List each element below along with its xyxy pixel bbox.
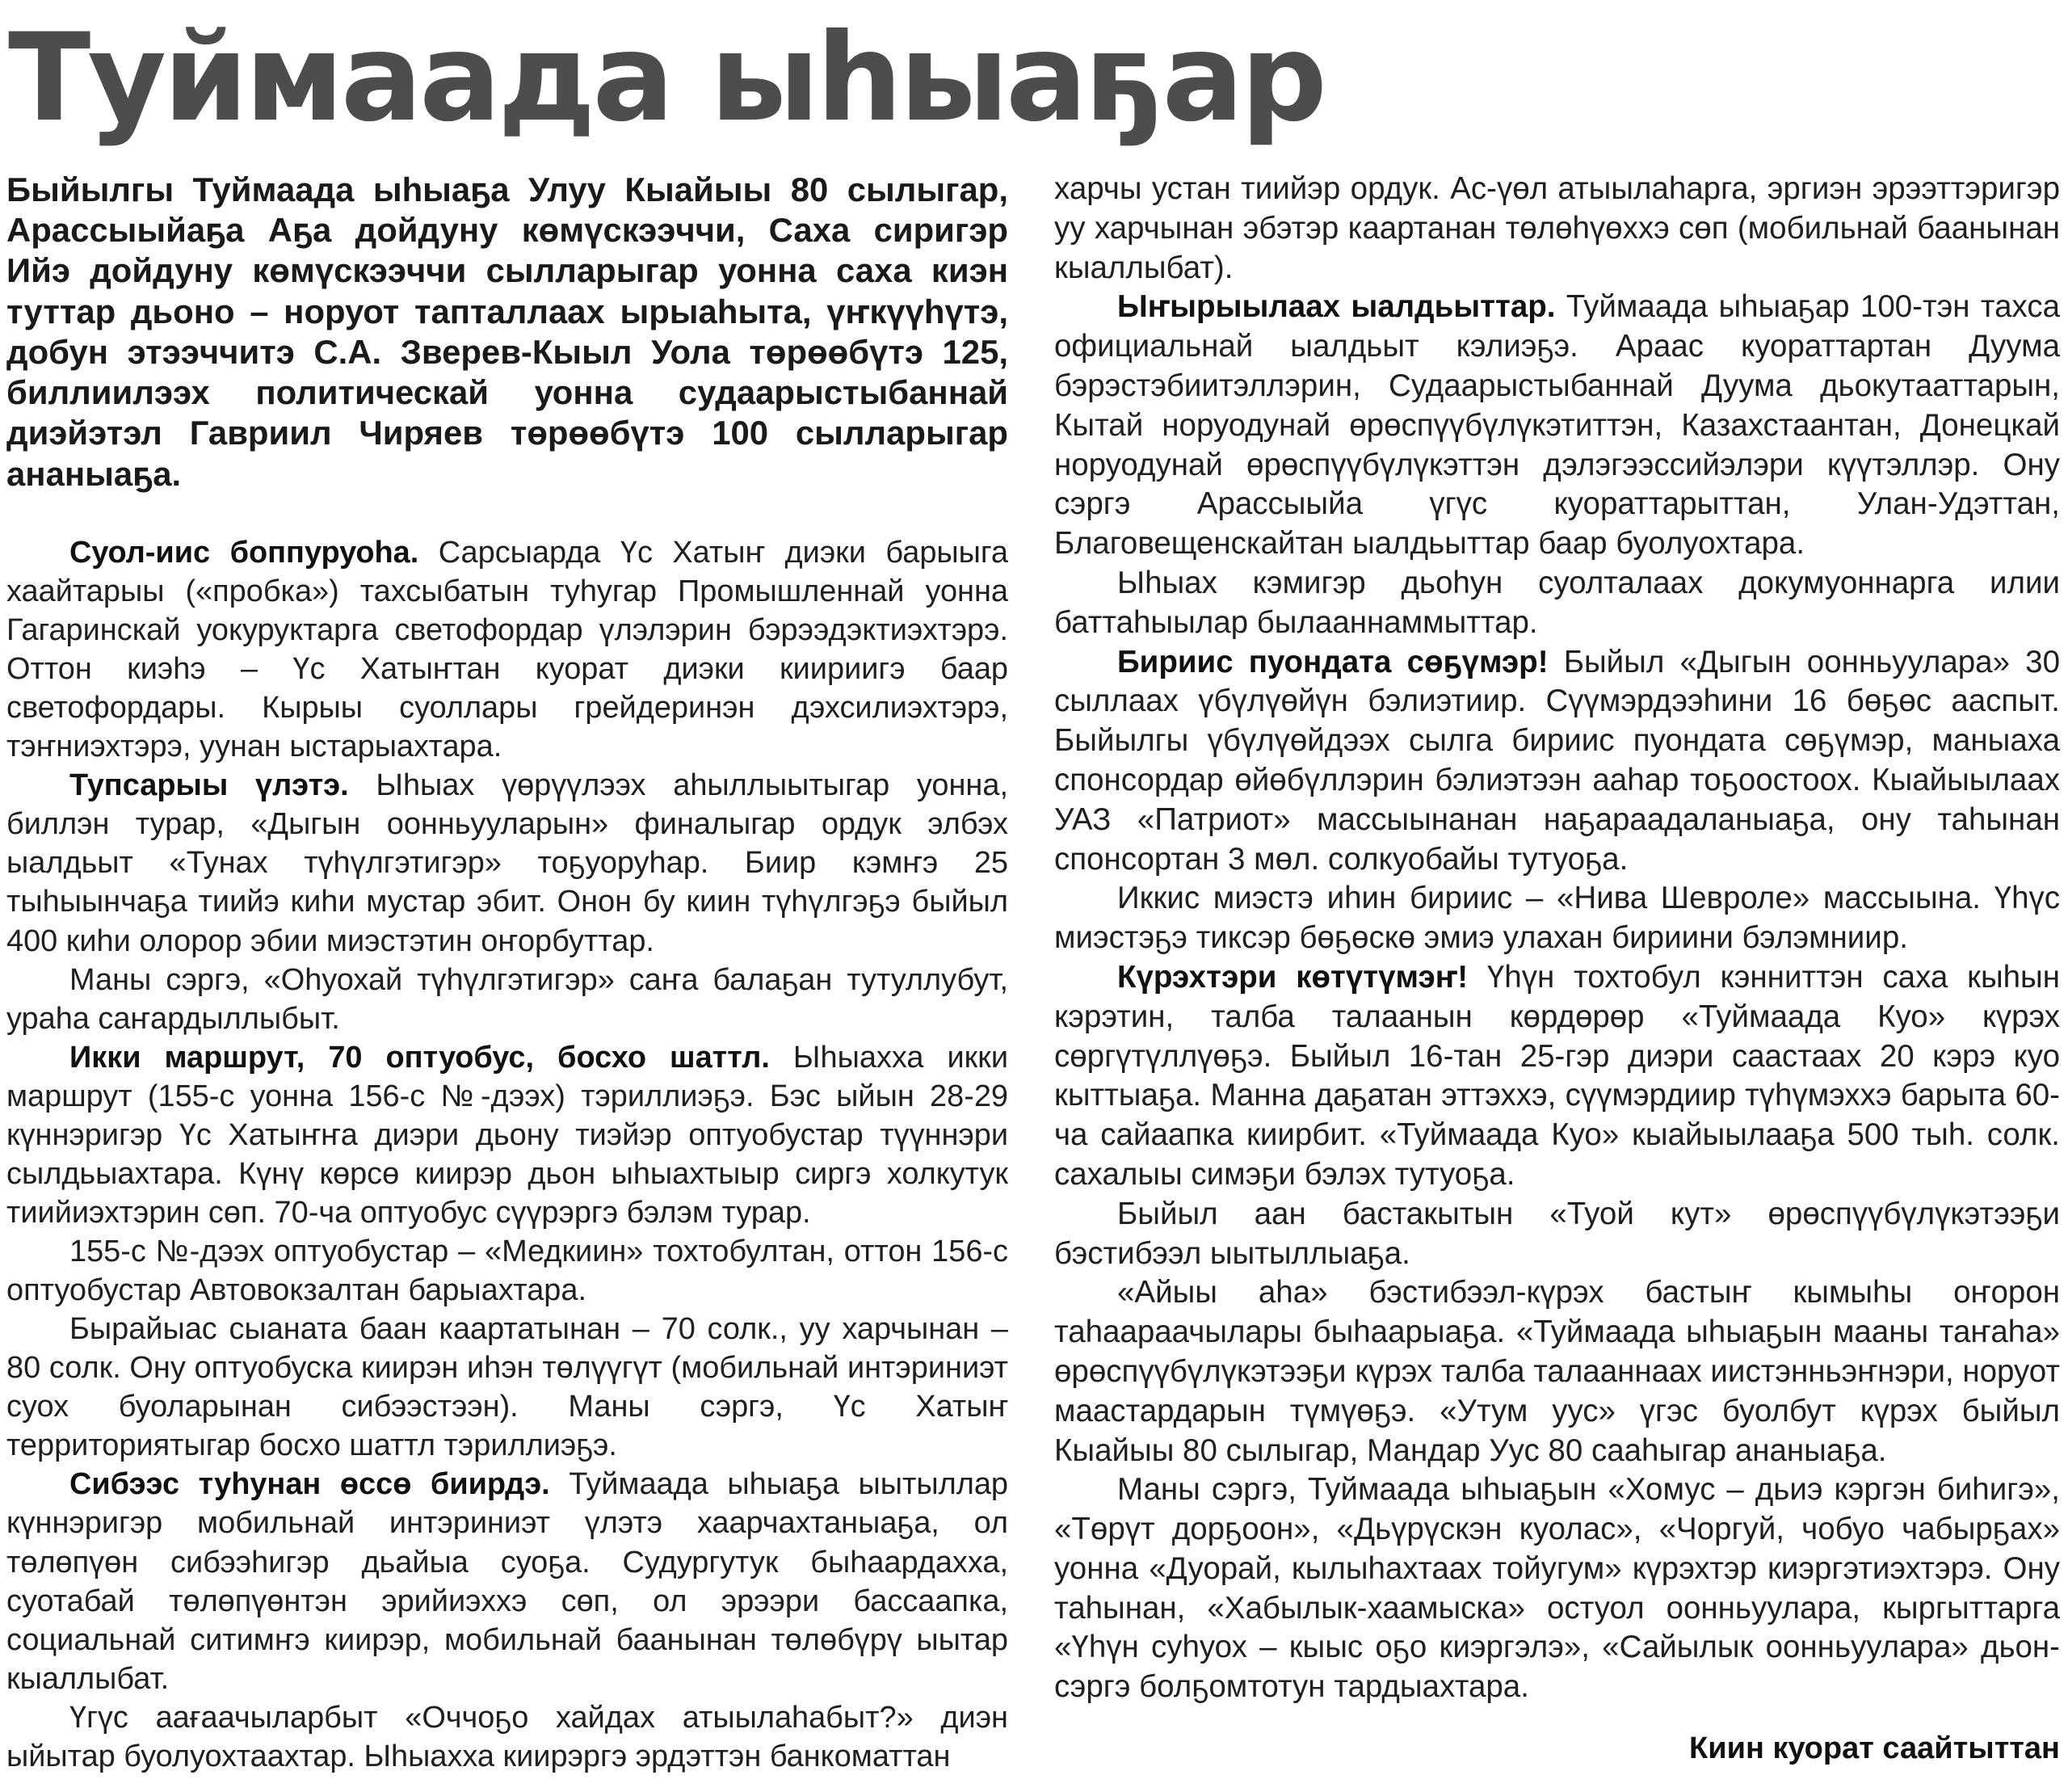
body-paragraph [6,533,1008,766]
left-column-body [6,533,1008,1776]
body-paragraph [1054,1273,2060,1470]
paragraph-text: Туймаада ыһыаҕар 100-тэн тахса официальнай ыалдьыт кэлиэҕэ. Араас куораттартан Дуума бэрэстэбиитэллэрин, Судаарыстыбаннай Дуума дьокутааттарын, Кытай норуодунай өрөспүүбүлүкэтиттэн, Казахстаантан, Донецкай норуодунай өрөспүүбүлүкэттэн дэлэгээссийэлэри күүтэллэр. Ону сэргэ Арассыыйа үгүс куораттарыттан, Улан-Удэттан, Благовещенскайтан ыалдьыттар баар буолуохтара. [1054,289,2060,562]
body-paragraph [1054,643,2060,880]
body-paragraph [6,961,1008,1038]
body-paragraph [1054,1470,2060,1707]
paragraph-text: Ыһыах үөрүүлээх аһыллыытыгар уонна, биллэн турар, «Дыгын оонньууларын» финалыгар ордук элбэх ыалдьыт «Тунах түһүлгэтигэр» тоҕуоруһар. Биир кэмҥэ 25 тыһыынчаҕа тиийэ киһи мустар эбит. Онон бу киин түһүлгэҕэ быйыл 400 киһи олорор эбии миэстэтин оҥорбуттар. [6,768,1008,958]
paragraph-subhead: Күрэхтэри көтүтүмэҥ! [1117,959,1469,995]
paragraph-text: 155-с №-дээх оптуобустар – «Медкиин» тохтобултан, оттон 156-с оптуобустар Автовокзалтан барыахтара. [6,1235,1008,1308]
body-paragraph [6,1465,1008,1697]
paragraph-text: Быйыл «Дыгын оонньуулара» 30 сыллаах үбүлүөйүн бэлиэтиир. Сүүмэрдээһини 16 бөҕөс ааспыт. Быйылгы үбүлүөйдээх сылга бириис пуондата сөҕүмэр, маныаха спонсордар өйөбүллэрин бэлиэтээн ааһар тоҕоостоох. Кыайыылаах УАЗ «Патриот» массыынанан наҕараадаланыаҕа, ону таһынан спонсортан 3 мөл. солкуобайы тутуоҕа. [1054,644,2060,877]
paragraph-subhead: Бириис пуондата сөҕүмэр! [1117,644,1549,679]
lead-paragraph: Быйылгы Туймаада ыһыаҕа Улуу Кыайыы 80 сылыгар, Арассыыйаҕа Аҕа дойдуну көмүскээччи, Саха сиригэр Ийэ дойдуну көмүскээччи сылларыгар уонна саха киэн туттар дьоно – норуот тапталлаах ырыаһыта, үҥкүүһүтэ, добун этээччитэ С.А. Зверев-Кыыл Уола төрөөбүтэ 125, биллиилээх политическай уонна судаарыстыбаннай диэйэтэл Гавриил Чиряев төрөөбүтэ 100 сылларыгар ананыаҕа. [6,170,1008,493]
headline: Туймаада ыһыаҕар [8,8,1325,149]
paragraph-text: Сарсыарда Үс Хатыҥ диэки барыыга хаайтарыы («пробка») тахсыбатын туһугар Промышленнай уонна Гагаринскай уокуруктарга светофордар үлэлэрин бэрээдэктиэхтэрэ. Оттон киэһэ – Үс Хатыҥтан куорат диэки киириигэ баар светофордары. Кырыы суоллары грейдеринэн дэхсилиэхтэрэ, тэҥниэхтэрэ, уунан ыстарыахтара. [6,535,1008,764]
paragraph-text: Быйыл аан бастакытын «Туой кут» өрөспүүбүлүкэтээҕи бэстибээл ыытыллыаҕа. [1054,1196,2060,1271]
body-paragraph [1054,958,2060,1195]
paragraph-subhead: Тупсарыы үлэтэ. [69,768,349,803]
right-column [1054,170,2060,1707]
body-paragraph [1054,1195,2060,1274]
paragraph-subhead: Икки маршрут, 70 оптуобус, босхо шаттл. [69,1040,770,1075]
body-paragraph [6,766,1008,960]
paragraph-text: Иккис миэстэ иһин бириис – «Нива Шевроле» массыына. Үһүс миэстэҕэ тиксэр бөҕөскө эмиэ улахан бириини бэлэмниир. [1054,881,2060,956]
paragraph-text: Маны сэргэ, «Оһуохай түһүлгэтигэр» саҥа балаҕан тутуллубут, ураһа саҥардыллыбыт. [6,962,1008,1036]
paragraph-text: «Айыы аһа» бэстибээл-күрэх бастыҥ кымыһы оҥорон таһаараачылары быһаарыаҕа. «Туймаада ыһыаҕын мааны таҥаһа» өрөспүүбүлүкэтээҕи күрэх талба талааннаах иистэнньэҥнэри, норуот маастардарын түмүөҕэ. «Утум уус» үгэс буолбут күрэх быйыл Кыайыы 80 сылыгар, Мандар Уус 80 сааһыгар ананыаҕа. [1054,1275,2060,1468]
body-paragraph [1054,564,2060,643]
paragraph-text: Бырайыас сыаната баан каартатынан – 70 солк., уу харчынан – 80 солк. Ону оптуобуска киирэн иһэн төлүүгүт (мобильнай интэриниэт суох буоларынан сибээстээн). Маны сэргэ, Үс Хатыҥ территориятыгар босхо шаттл тэриллиэҕэ. [6,1312,1008,1463]
body-paragraph [6,1698,1008,1776]
lead-spacer [6,494,1008,533]
paragraph-text: Ыһыах кэмигэр дьоһун суолталаах докумуоннарга илии баттаһыылар былааннаммыттар. [1054,565,2060,640]
byline: Киин куорат саайтыттан [1689,1731,2060,1765]
paragraph-text: харчы устан тиийэр ордук. Ас-үөл атыылаһарга, эргиэн эрээттэригэр уу харчынан эбэтэр каартанан төлөһүөххэ сөп (мобильнай баанынан кыаллыбат). [1054,171,2060,285]
paragraph-subhead: Сибээс туһунан өссө биирдэ. [69,1467,550,1502]
paragraph-text: Ыһыахха икки маршрут (155-с уонна 156-с №-дээх) тэриллиэҕэ. Бэс ыйын 28-29 күннэригэр Үс Хатыҥҥа диэри дьону тиэйэр оптуобустар түүннэри сылдьыахтара. Күнү көрсө киирэр дьон ыһыахтыыр сиргэ холкутук тиийиэхтэрин сөп. 70-ча оптуобус сүүрэргэ бэлэм турар. [6,1040,1008,1230]
left-column [6,170,1008,1776]
body-paragraph [1054,170,2060,288]
body-paragraph [6,1038,1008,1232]
body-paragraph [1054,879,2060,958]
paragraph-text: Үгүс аағаачыларбыт «Оччоҕо хайдах атыылаһабыт?» диэн ыйытар буолуохтаахтар. Ыһыахха киирэргэ эрдэттэн банкоматтан [6,1700,1008,1773]
right-column-body [1054,170,2060,1707]
paragraph-text: Үһүн тохтобул кэнниттэн саха кыһын кэрэтин, талба талаанын көрдөрөр «Туймаада Куо» күрэх сөргүтүллүөҕэ. Быйыл 16-тан 25-гэр диэри саастаах 20 кэрэ куо кыттыаҕа. Манна даҕатан эттэххэ, сүүмэрдиир түһүмэххэ барыта 60-ча сайаапка киирбит. «Туймаада Куо» кыайыылааҕа 500 тыһ. солк. сахалыы симэҕи бэлэх тутуоҕа. [1054,959,2060,1192]
body-paragraph [6,1232,1008,1310]
body-paragraph [6,1310,1008,1465]
paragraph-text: Маны сэргэ, Туймаада ыһыаҕын «Хомус – дьиэ кэргэн биһигэ», «Төрүт дорҕоон», «Дьүрүскэн куолас», «Чоргуй, чобуо чабырҕах» уонна «Дуорай, кылыһахтаах тойугум» күрэхтэр киэргэтиэхтэрэ. Ону таһынан, «Хабылык-хаамыска» остуол оонньуулара, кыргыттарга «Үһүн суһуох – кыыс оҕо киэргэлэ», «Сайылык оонньуулара» дьон-сэргэ болҕомтотун тардыахтара. [1054,1472,2060,1705]
paragraph-subhead: Суол-иис боппуруоһа. [69,535,419,570]
paragraph-subhead: Ыҥырыылаах ыалдьыттар. [1117,289,1556,325]
paragraph-text: Туймаада ыһыаҕа ыытыллар күннэригэр мобильнай интэриниэт үлэтэ хаарчахтаныаҕа, ол төлөпүөн сибээһигэр дьайыа суоҕа. Судургутук быһаардахха, суотабай төлөпүөнтэн эрийиэххэ сөп, ол эрээри бассаапка, социальнай ситимҥэ киирэр, мобильнай баанынан төлөбүрү ыытар кыаллыбат. [6,1467,1008,1696]
body-paragraph [1054,288,2060,564]
